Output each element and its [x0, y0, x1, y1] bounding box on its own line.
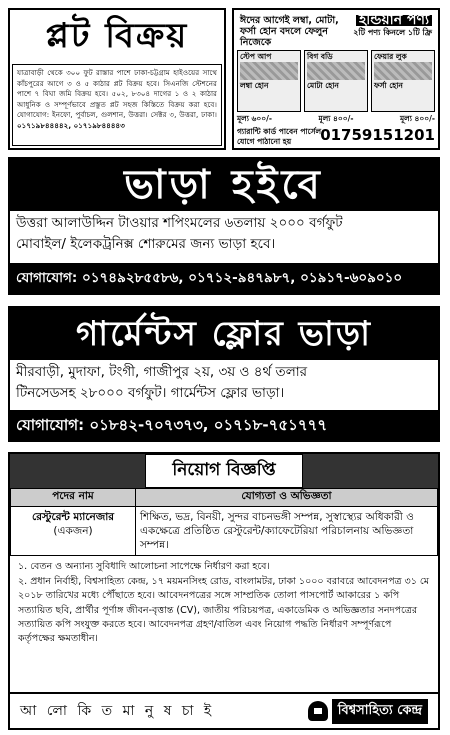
product-image	[240, 62, 298, 80]
product-image	[374, 62, 432, 80]
org-name: বিশ্বসাহিত্য কেন্দ্র	[332, 699, 428, 724]
product-items	[237, 50, 435, 112]
table-row	[11, 507, 438, 556]
garments-line: টিনসেডসহ ২৮০০০ বর্গফুট। গার্মেন্টস ফ্লোর ভাড়া।	[16, 385, 285, 401]
product-prices	[237, 114, 435, 126]
product-image	[307, 62, 365, 80]
job-table	[10, 488, 438, 556]
job-note: ১. বেতন ও অন্যান্য সুবিধাদি আলোচনা সাপেক্ষে নির্ধারণ করা হবে।	[18, 561, 270, 572]
garments-text	[10, 360, 438, 406]
garments-ad	[8, 306, 440, 442]
product-item-sub: মোটা হোন	[307, 81, 339, 90]
book-logo-icon	[308, 701, 328, 721]
rent-ad	[8, 157, 440, 295]
product-item-sub: ফর্সা হোন	[374, 81, 403, 90]
rent-banner: ভাড়া হইবে	[10, 159, 438, 211]
plot-sale-phones: ০১৭১৯৮৪৪৪৪২, ০১৭১৯৮৪৪৪৪৩	[17, 120, 125, 130]
plot-sale-text: যাত্রাবাড়ী থেকে ৩০০ ফুট রাস্তার পাশে ঢাকা-চট্টগ্রাম হাইওয়ের সাথে কাঁচপুরের আগে ৩ ও ৫ কাঠার প্লট বিক্রয় হবে। সিএনজি স্টেশনের পাশে ৭ বিঘা জমি বিক্রয় হবে। ৫০২, ৮৩০৪ দাগের ১ ও ২ কাঠার আধুনিক ও সম্পূর্ণভাবে প্রস্তুত প্লট সহজ কিস্তিতে বিক্রয় করা হবে। যোগাযোগ: ইনফো, পুর্বাচল, গুলশান, উত্তরা। সেক্টর ৩, উত্তরা, ঢাকা।	[17, 68, 217, 120]
table-header-row	[11, 489, 438, 507]
rent-contact: যোগাযোগ: ০১৭৪৯২৮৫৫৮৬, ০১৭১২-৯৪৭৯৮৭, ০১৯১৭-৬০৯০১০	[10, 263, 438, 293]
org-slogan: আ লো কি ত মা নু ষ চা ই	[20, 703, 215, 719]
product-headline: ঈদের আগেই লম্বা, মোটা, ফর্সা হোন বদলে ফেলুন নিজেকে	[240, 15, 339, 48]
product-ad	[232, 8, 440, 150]
garments-contact: যোগাযোগ: ০১৮৪২-৭০৭৩৭৩, ০১৭১৮-৭৫১৭৭৭	[10, 410, 438, 440]
job-header	[10, 454, 438, 488]
org-logo	[308, 699, 428, 724]
rent-line: মোবাইল/ ইলেকট্রনিক্স শোরুমের জন্য ভাড়া হবে।	[16, 236, 276, 252]
job-qualification: শিক্ষিত, ভদ্র, বিনয়ী, সুন্দর বাচনভঙ্গী সম্পন্ন, সুস্বাস্থ্যের অধিকারী ও একক্ষেত্রে প্রতিষ্ঠিত রেস্টুরেন্ট/ক্যাফেটেরিয়া পরিচালনায় অভিজ্ঞতা সম্পন্ন।	[136, 507, 438, 556]
job-count: (একজন)	[53, 525, 93, 537]
column-header: পদের নাম	[11, 489, 136, 507]
plot-sale-ad	[8, 8, 226, 150]
product-brand: ইন্ডিয়ান পণ্য	[356, 15, 432, 26]
rent-line: উত্তরা আলাউদ্দিন টাওয়ার শপিংমলের ৬তলায় ২০০০ বর্গফুট	[16, 215, 343, 231]
garments-banner: গার্মেন্টস ফ্লোর ভাড়া	[10, 308, 438, 360]
job-ad	[8, 452, 440, 730]
column-header: যোগ্যতা ও অভিজ্ঞতা	[136, 489, 438, 507]
product-item-name: বিগ বডি	[307, 52, 333, 61]
plot-sale-title: প্লট বিক্রয়	[45, 16, 189, 56]
product-item-name: ফেয়ার লুক	[374, 52, 407, 61]
job-notes	[10, 556, 438, 651]
product-item	[237, 50, 301, 112]
product-item	[371, 50, 435, 112]
product-phone: 01759151201	[320, 126, 435, 144]
product-footnote: গ্যারান্টি কার্ড পাবেন পার্সেল যোগে পাঠানো হয়	[237, 127, 322, 146]
garments-line: মীরবাড়ী, মুদাফা, টংগী, গাজীপুর ২য়, ৩য় ও ৪র্থ তলার	[16, 364, 308, 380]
plot-sale-body	[12, 64, 222, 146]
job-note: ২. প্রধান নির্বাহী, বিশ্বসাহিত্য কেন্দ্র, ১৭ ময়মনসিংহ রোড, বাংলামটর, ঢাকা ১০০০ বরাবরে আবেদনপত্র ৩১ মে ২০১৮ তারিখের মধ্যে পৌঁছাতে হবে। আবেদনপত্রের সঙ্গে সাম্প্রতিক তোলা পাসপোর্ট আকারের ১ কপি সত্যায়িত ছবি, প্রার্থীর পূর্ণাঙ্গ জীবন-বৃত্তান্ত (CV), জাতীয় পরিচয়পত্র, একাডেমিক ও অভিজ্ঞতার সনদপত্রের সত্যায়িত কপি সংযুক্ত করতে হবে। আবেদনপত্র গ্রহণ/বাতিল এবং নিয়োগ পদ্ধতি নির্ধারণ সম্পূর্ণরূপে কর্তৃপক্ষের ক্ষমতাধীন।	[18, 576, 430, 645]
product-price: মূল্য ৪০০/-	[318, 114, 354, 123]
job-position: রেস্টুরেন্ট ম্যানেজার	[31, 511, 115, 523]
rent-text	[10, 211, 438, 257]
job-title: নিয়োগ বিজ্ঞপ্তি	[145, 454, 302, 488]
job-position-cell	[11, 507, 136, 556]
product-item-sub: লম্বা হোন	[240, 81, 269, 90]
product-item	[304, 50, 368, 112]
product-item-name: স্টেপ আপ	[240, 52, 272, 61]
product-price: মূল্য ৬০০/-	[237, 114, 273, 123]
product-price: মূল্য ৪০০/-	[399, 114, 435, 123]
product-offer: ২টি পণ্য কিনলে ১টি ফ্রি	[353, 28, 432, 37]
product-brand-block	[343, 13, 435, 40]
job-footer	[10, 692, 438, 728]
